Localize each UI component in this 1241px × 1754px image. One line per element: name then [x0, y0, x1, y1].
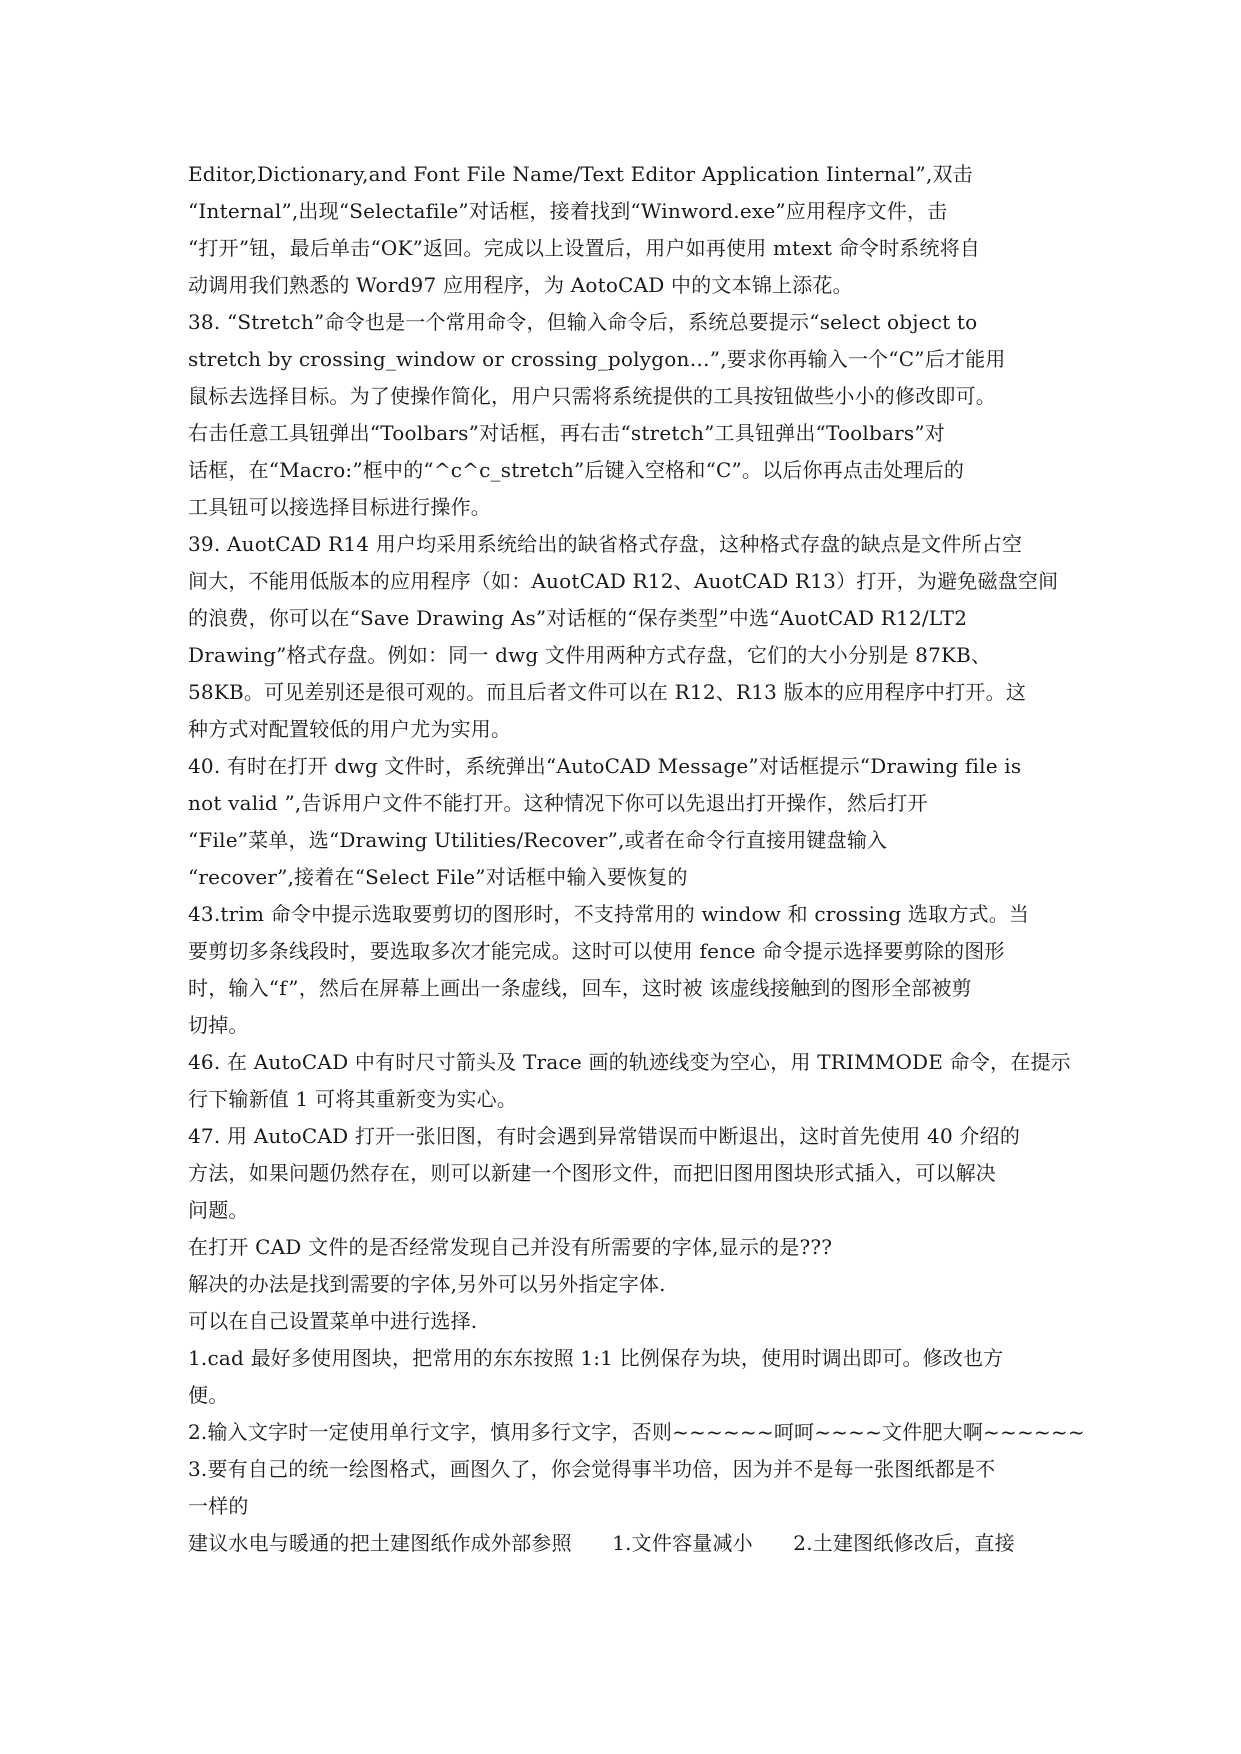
text-line: 时，输入“f”，然后在屏幕上画出一条虚线，回车，这时被 该虚线接触到的图形全部被剪: [188, 976, 972, 1000]
text-line: “File”菜单，选“Drawing Utilities/Recover”,或者在命令行直接用键盘输入: [188, 828, 888, 852]
text-line: 2.输入文字时一定使用单行文字，慎用多行文字，否则~~~~~~呵呵~~~~文件肥大啊~~~~~~: [188, 1420, 1085, 1444]
text-line: Drawing”格式存盘。例如：同一 dwg 文件用两种方式存盘，它们的大小分别是 87KB、: [188, 643, 992, 667]
text-line: 方法，如果问题仍然存在，则可以新建一个图形文件，而把旧图用图块形式插入，可以解决: [188, 1161, 996, 1185]
text-line: 47. 用 AutoCAD 打开一张旧图，有时会遇到异常错误而中断退出，这时首先使用 40 介绍的: [188, 1124, 1021, 1148]
text-line: “recover”,接着在“Select File”对话框中输入要恢复的: [188, 865, 688, 889]
text-line: stretch by crossing_window or crossing_polygon…”,要求你再输入一个“C”后才能用: [188, 347, 1006, 371]
text-line: 鼠标去选择目标。为了使操作简化，用户只需将系统提供的工具按钮做些小小的修改即可。: [188, 384, 996, 408]
text-line: 便。: [188, 1383, 229, 1407]
text-line: 可以在自己设置菜单中进行选择.: [188, 1309, 478, 1333]
text-line: Editor,Dictionary,and Font File Name/Text Editor Application Iinternal”,双击: [188, 162, 973, 186]
text-line: not valid ”,告诉用户文件不能打开。这种情况下你可以先退出打开操作，然后打开: [188, 791, 928, 815]
text-line: 动调用我们熟悉的 Word97 应用程序，为 AotoCAD 中的文本锦上添花。: [188, 273, 853, 297]
text-line: 58KB。可见差别还是很可观的。而且后者文件可以在 R12、R13 版本的应用程序中打开。这: [188, 680, 1027, 704]
text-line: 行下输新值 1 可将其重新变为实心。: [188, 1087, 518, 1111]
text-line: 一样的: [188, 1494, 249, 1518]
text-line: 右击任意工具钮弹出“Toolbars”对话框，再右击“stretch”工具钮弹出“Toolbars”对: [188, 421, 945, 445]
text-line: 46. 在 AutoCAD 中有时尺寸箭头及 Trace 画的轨迹线变为空心，用 TRIMMODE 命令，在提示: [188, 1050, 1071, 1074]
text-line: 间大，不能用低版本的应用程序（如：AuotCAD R12、AuotCAD R13）打开，为避免磁盘空间: [188, 569, 1059, 593]
text-line: 话框，在“Macro:”框中的“^c^c_stretch”后键入空格和“C”。以后你再点击处理后的: [188, 458, 965, 482]
text-line: 建议水电与暖通的把土建图纸作成外部参照 1.文件容量减小 2.土建图纸修改后，直接: [188, 1531, 1015, 1555]
text-line: 40. 有时在打开 dwg 文件时，系统弹出“AutoCAD Message”对话框提示“Drawing file is: [188, 754, 1022, 778]
text-line: 39. AuotCAD R14 用户均采用系统给出的缺省格式存盘，这种格式存盘的缺点是文件所占空: [188, 532, 1023, 556]
text-line: 1.cad 最好多使用图块，把常用的东东按照 1:1 比例保存为块，使用时调出即可。修改也方: [188, 1346, 1004, 1370]
text-line: 在打开 CAD 文件的是否经常发现自己并没有所需要的字体,显示的是???: [188, 1235, 833, 1259]
text-line: 工具钮可以接选择目标进行操作。: [188, 495, 491, 519]
text-line: 种方式对配置较低的用户尤为实用。: [188, 717, 512, 741]
text-line: 3.要有自己的统一绘图格式，画图久了，你会觉得事半功倍，因为并不是每一张图纸都是不: [188, 1457, 996, 1481]
text-line: “打开”钮，最后单击“OK”返回。完成以上设置后，用户如再使用 mtext 命令时系统将自: [188, 236, 981, 260]
text-line: 43.trim 命令中提示选取要剪切的图形时，不支持常用的 window 和 crossing 选取方式。当: [188, 902, 1030, 926]
text-line: 切掉。: [188, 1013, 249, 1037]
text-line: 问题。: [188, 1198, 249, 1222]
text-line: “Internal”,出现“Selectafile”对话框，接着找到“Winword.exe”应用程序文件，击: [188, 199, 948, 223]
text-line: 要剪切多条线段时，要选取多次才能完成。这时可以使用 fence 命令提示选择要剪除的图形: [188, 939, 1005, 963]
text-line: 38. “Stretch”命令也是一个常用命令，但输入命令后，系统总要提示“select object to: [188, 310, 978, 334]
text-line: 的浪费，你可以在“Save Drawing As”对话框的“保存类型”中选“AuotCAD R12/LT2: [188, 606, 968, 630]
text-line: 解决的办法是找到需要的字体,另外可以另外指定字体.: [188, 1272, 666, 1296]
